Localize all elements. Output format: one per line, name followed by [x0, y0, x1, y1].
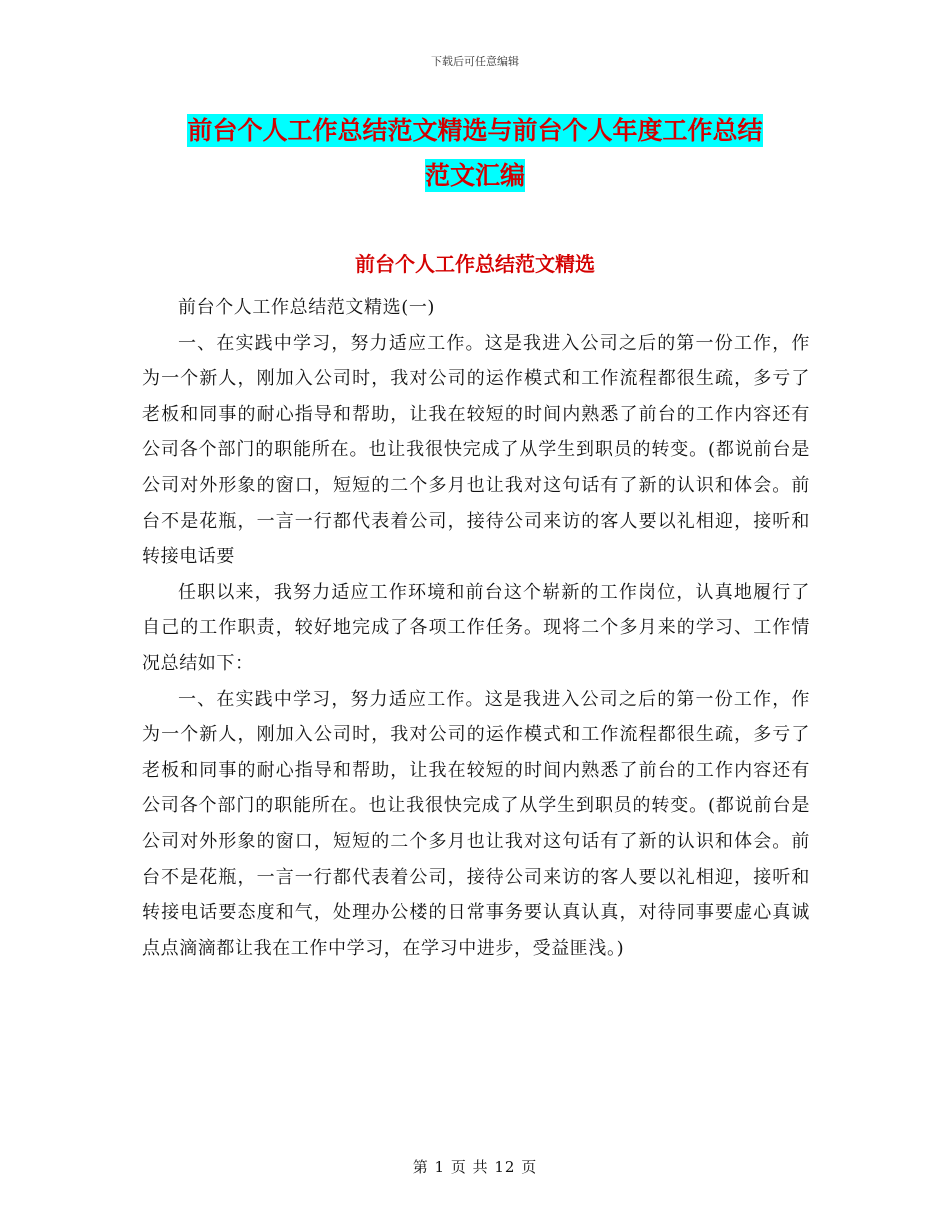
page-footer: 第 1 页 共 12 页	[412, 1158, 538, 1176]
title-line-1: 前台个人工作总结范文精选与前台个人年度工作总结	[187, 116, 763, 145]
paragraph: 一、在实践中学习，努力适应工作。这是我进入公司之后的第一份工作，作为一个新人，刚加入公司时，我对公司的运作模式和工作流程都很生疏，多亏了老板和同事的耐心指导和帮助，让我在较短的时间内熟悉了前台的工作内容还有公司各个部门的职能所在。也让我很快完成了从学生到职员的转变。(都说前台是公司对外形象的窗口，短短的二个多月也让我对这句话有了新的认识和体会。前台不是花瓶，一言一行都代表着公司，接待公司来访的客人要以礼相迎，接听和转接电话要态度和气，处理办公楼的日常事务要认真认真，对待同事要虚心真诚点点滴滴都让我在工作中学习，在学习中进步，受益匪浅。)	[142, 688, 810, 959]
paragraph: 一、在实践中学习，努力适应工作。这是我进入公司之后的第一份工作，作为一个新人，刚加入公司时，我对公司的运作模式和工作流程都很生疏，多亏了老板和同事的耐心指导和帮助，让我在较短的时间内熟悉了前台的工作内容还有公司各个部门的职能所在。也让我很快完成了从学生到职员的转变。(都说前台是公司对外形象的窗口，短短的二个多月也让我对这句话有了新的认识和体会。前台不是花瓶，一言一行都代表着公司，接待公司来访的客人要以礼相迎，接听和转接电话要	[142, 332, 810, 568]
title-line-2: 范文汇编	[424, 161, 525, 190]
paragraph-subtitle: 前台个人工作总结范文精选(一)	[178, 297, 436, 318]
document-body	[142, 290, 810, 966]
section-title: 前台个人工作总结范文精选	[355, 252, 595, 276]
paragraph: 任职以来，我努力适应工作环境和前台这个崭新的工作岗位，认真地履行了自己的工作职责，较好地完成了各项工作任务。现将二个多月来的学习、工作情况总结如下：	[142, 581, 810, 674]
header-note: 下载后可任意编辑	[431, 55, 519, 68]
document-title	[140, 108, 810, 198]
